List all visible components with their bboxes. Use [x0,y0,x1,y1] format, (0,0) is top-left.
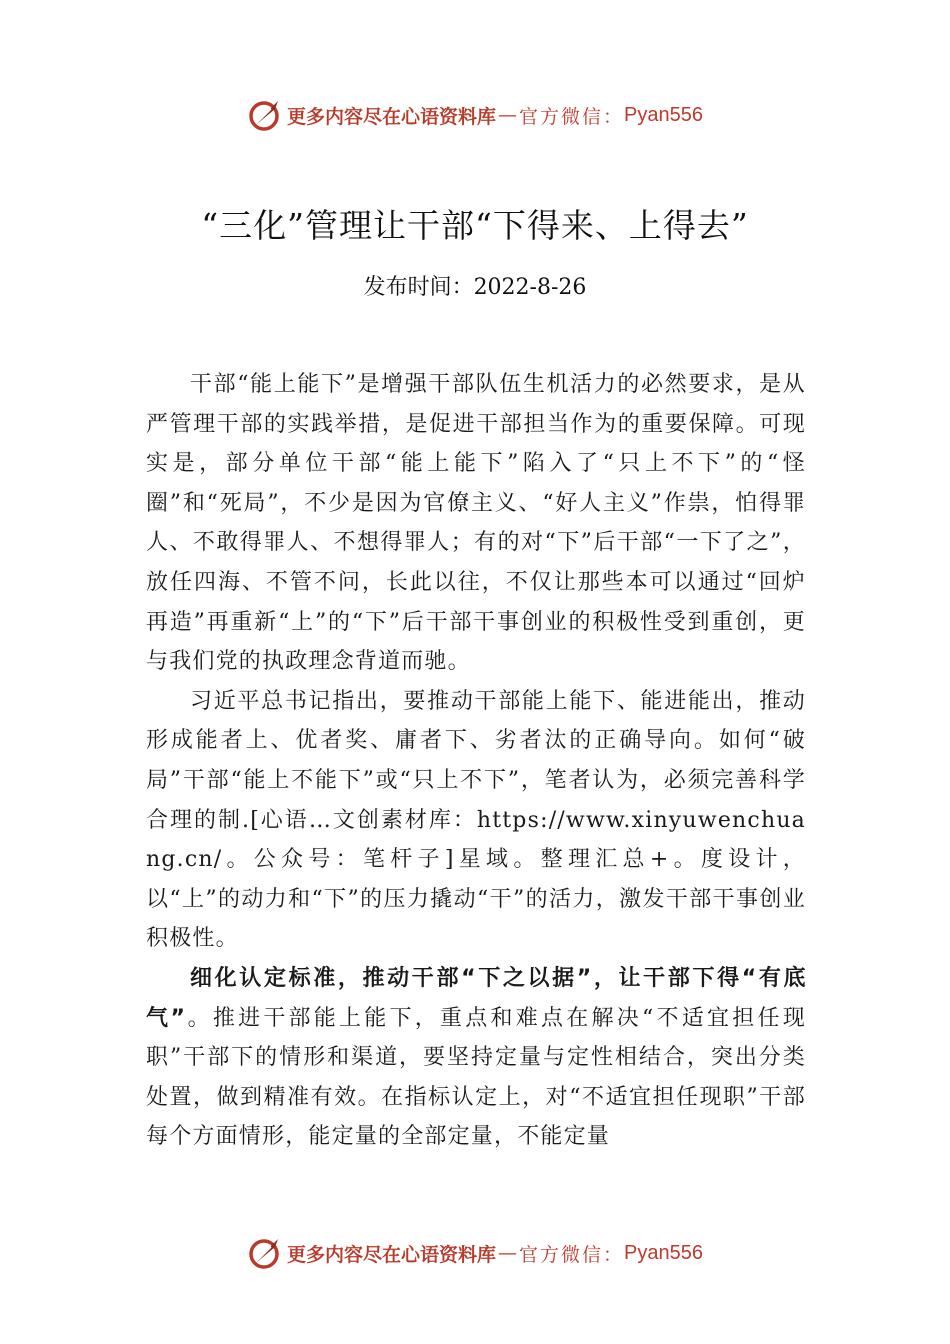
banner-dash: — [498,1242,518,1264]
banner-wechat-label: 官方微信： [519,105,625,128]
quill-logo-icon [247,1235,283,1271]
banner-wechat-label: 官方微信： [519,1243,625,1266]
banner-wechat-id: Pyan556 [624,103,703,126]
publish-date: 发布时间：2022-8-26 [363,275,587,300]
paragraph-2: 习近平总书记指出，要推动干部能上能下、能进能出，推动形成能者上、优者奖、庸者下、劣者汰的正确导向。如何“破局”干部“能上不能下”或“只上不下”，笔者认为，必须完善科学合理的制.[心语…文创素材库：https://www.xinyuwenchuang.cn/。公众号：笔杆子]星域。整理汇总+。度设计，以“上”的动力和“下”的压力撬动“干”的活力，激发干部干事创业积极性。 [146,688,806,952]
banner-dash: — [498,104,518,126]
paragraph-3-lead: 细化认定标准，推动干部“下之以据”，让干部下得“有底气” [146,965,806,1031]
banner-brand-text: 更多内容尽在心语资料库 [287,1243,497,1266]
footer-banner [0,1233,950,1273]
banner-brand-text: 更多内容尽在心语资料库 [287,105,497,128]
paragraph-3-text: 。推进干部能上能下，重点和难点在解决“不适宜担任现职”干部下的情形和渠道，要坚持定量与定性相结合，突出分类处置，做到精准有效。在指标认定上，对“不适宜担任现职”干部每个方面情形，能定量的全部定量，不能定量 [146,1005,806,1150]
article-body [146,365,806,1157]
quill-logo-icon [247,97,283,133]
banner-wechat-id: Pyan556 [624,1241,703,1264]
paragraph-1: 干部“能上能下”是增强干部队伍生机活力的必然要求，是从严管理干部的实践举措，是促进干部担当作为的重要保障。可现实是，部分单位干部“能上能下”陷入了“只上不下”的“怪圈”和“死局”，不少是因为官僚主义、“好人主义”作祟，怕得罪人、不敢得罪人、不想得罪人；有的对“下”后干部“一下了之”，放任四海、不管不问，长此以往，不仅让那些本可以通过“回炉再造”再重新“上”的“下”后干部干事创业的积极性受到重创，更与我们党的执政理念背道而驰。 [146,372,806,675]
header-banner [0,95,950,135]
article-title: “三化”管理让干部“下得来、上得去” [201,206,749,245]
paragraph-3 [146,959,806,1157]
